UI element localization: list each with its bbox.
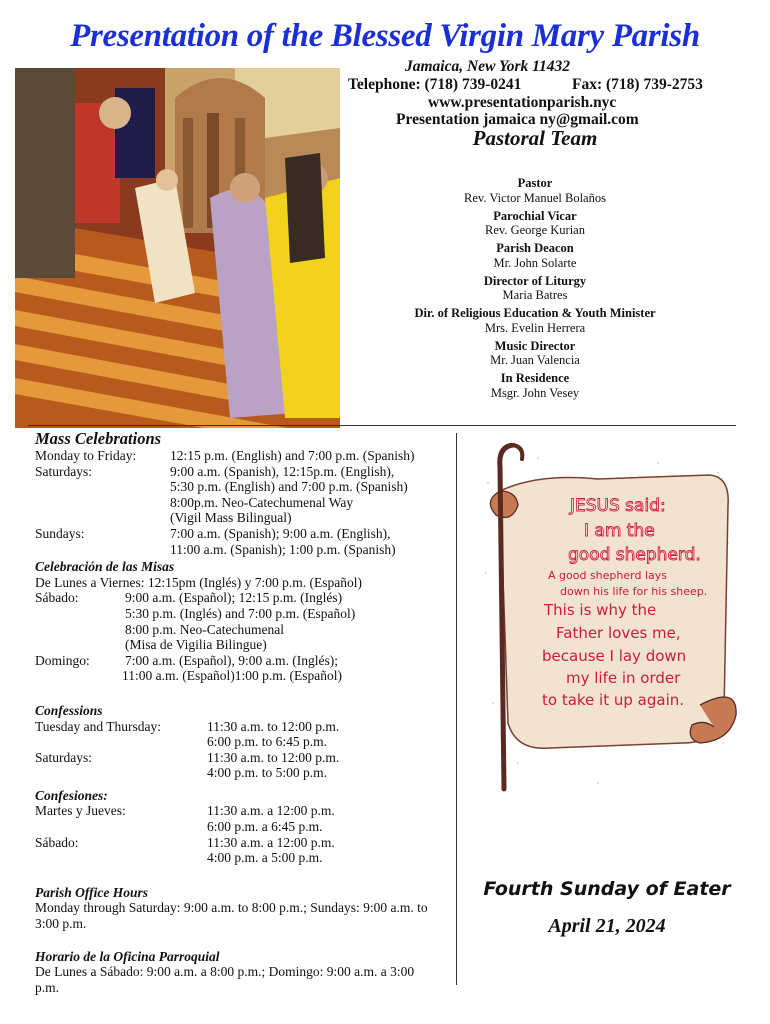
telephone: Telephone: (718) 739-0241 — [348, 76, 522, 93]
team-role: Parochial Vicar — [493, 208, 577, 223]
mass-day: Saturdays: — [35, 463, 92, 479]
team-name: Mr. Juan Valencia — [490, 353, 580, 367]
mass-time: 7:00 a.m. (Spanish); 9:00 a.m. (English), — [170, 525, 391, 541]
confession-row — [35, 719, 455, 750]
mass-time: 5:30 p.m. (English) and 7:00 p.m. (Spanish) — [170, 479, 408, 495]
team-member — [330, 371, 740, 400]
team-name: Rev. Victor Manuel Bolaños — [464, 190, 606, 205]
confession-time: 11:30 a.m. to 12:00 p.m. — [207, 718, 340, 734]
confesiones-heading: Confesiones: — [35, 787, 108, 803]
team-role: Music Director — [494, 338, 576, 353]
oficina-text: De Lunes a Sábado: 9:00 a.m. a 8:00 p.m.; Domingo: 9:00 a.m. a 3:00 p.m. — [35, 964, 415, 995]
team-member — [330, 339, 740, 368]
team-role: Parish Deacon — [496, 241, 574, 255]
confesion-day: Martes y Jueves: — [35, 803, 126, 819]
scroll-line: This is why the — [544, 601, 657, 619]
team-role: Pastor — [517, 176, 553, 190]
team-member — [330, 209, 740, 238]
team-name: Mrs. Evelin Herrera — [484, 320, 586, 335]
mass-time: 9:00 a.m. (Spanish), 12:15p.m. (English), — [170, 463, 395, 479]
confession-row — [35, 750, 455, 781]
team-name: Msgr. John Vesey — [490, 385, 580, 400]
team-member — [330, 241, 740, 270]
confession-day: Saturdays: — [35, 749, 92, 765]
schedule-column — [35, 430, 455, 995]
confesion-time: 11:30 a.m. a 12:00 p.m. — [207, 834, 335, 850]
team-role: Dir. of Religious Education & Youth Minister — [414, 306, 656, 320]
mass-time: 11:00 a.m. (Spanish); 1:00 p.m. (Spanish) — [170, 541, 396, 557]
city: Jamaica, New York 11432 — [405, 58, 571, 75]
misa-time: 8:00 p.m. Neo-Catechumenal — [125, 621, 284, 637]
pastoral-team-list — [330, 176, 740, 404]
misas-heading: Celebración de las Misas — [35, 559, 175, 575]
scroll-line: because I lay down — [542, 647, 687, 665]
section-divider — [28, 425, 736, 426]
liturgical-sunday: Fourth Sunday of Eater — [483, 878, 731, 900]
mass-row — [35, 526, 455, 557]
team-name: Rev. George Kurian — [485, 223, 585, 237]
confesion-row — [35, 835, 455, 866]
misa-day: Domingo: — [35, 652, 90, 668]
column-divider — [456, 433, 457, 985]
team-name: Maria Batres — [502, 288, 568, 302]
mass-time: (Vigil Mass Bilingual) — [170, 510, 292, 526]
misa-time: 7:00 a.m. (Español), 9:00 a.m. (Inglés); — [125, 652, 338, 668]
scroll-line: to take it up again. — [542, 691, 685, 709]
misas-weekday: De Lunes a Viernes: 12:15pm (Inglés) y 7:00 p.m. (Español) — [35, 574, 362, 590]
fax: Fax: (718) 739-2753 — [572, 76, 703, 93]
scroll-line: good shepherd. — [568, 545, 701, 565]
team-name: Mr. John Solarte — [493, 255, 577, 270]
misa-row — [35, 653, 455, 684]
misa-time: 9:00 a.m. (Español); 12:15 p.m. (Inglés) — [125, 590, 343, 606]
scroll-line: Father loves me, — [556, 624, 681, 642]
team-member — [330, 274, 740, 303]
email[interactable]: Presentation jamaica ny@gmail.com — [396, 111, 639, 128]
mass-time: 12:15 p.m. (English) and 7:00 p.m. (Spanish) — [170, 448, 415, 463]
team-role: In Residence — [500, 371, 570, 385]
scroll-line: my life in order — [566, 669, 681, 687]
mass-day: Monday to Friday: — [35, 448, 137, 463]
confesion-day: Sábado: — [35, 834, 79, 850]
scroll-line: I am the — [584, 521, 655, 541]
office-hours-text: Monday through Saturday: 9:00 a.m. to 8:00 p.m.; Sundays: 9:00 a.m. to 3:00 p.m. — [35, 900, 428, 932]
good-shepherd-scroll — [478, 443, 740, 798]
website[interactable]: www.presentationparish.nyc — [428, 94, 617, 111]
confession-time: 4:00 p.m. to 5:00 p.m. — [207, 765, 328, 781]
team-member — [330, 176, 740, 205]
parish-title: Presentation of the Blessed Virgin Mary Parish — [70, 18, 700, 54]
misa-time: 5:30 p.m. (Inglés) and 7:00 p.m. (Español) — [125, 605, 356, 621]
office-hours-heading: Parish Office Hours — [35, 884, 149, 900]
bulletin-date: April 21, 2024 — [548, 915, 666, 937]
confession-day: Tuesday and Thursday: — [35, 718, 161, 734]
mass-time: 8:00p.m. Neo-Catechumenal Way — [170, 494, 354, 510]
misa-day: Sábado: — [35, 590, 79, 606]
confession-time: 6:00 p.m. to 6:45 p.m. — [207, 734, 328, 750]
misa-time: (Misa de Vigilia Bilingue) — [125, 637, 267, 653]
team-member — [330, 306, 740, 335]
confession-time: 11:30 a.m. to 12:00 p.m. — [207, 749, 340, 765]
scroll-line: down his life for his sheep. — [560, 585, 708, 598]
misa-row — [35, 590, 455, 652]
team-role: Director of Liturgy — [483, 273, 587, 288]
pastoral-team-title: Pastoral Team — [472, 126, 598, 150]
scroll-line: JESUS said: — [570, 496, 666, 516]
confesion-time: 11:30 a.m. a 12:00 p.m. — [207, 803, 335, 819]
confessions-heading: Confessions — [35, 702, 103, 718]
mass-row — [35, 464, 455, 526]
oficina-heading: Horario de la Oficina Parroquial — [35, 948, 220, 964]
mass-row — [35, 448, 455, 464]
confesion-row — [35, 803, 455, 834]
scroll-line: A good shepherd lays — [548, 569, 667, 582]
presentation-painting — [15, 58, 340, 428]
mass-day: Sundays: — [35, 525, 85, 541]
mass-heading: Mass Celebrations — [35, 429, 162, 448]
misa-time: 11:00 a.m. (Español)1:00 p.m. (Español) — [122, 668, 342, 684]
confesion-time: 4:00 p.m. a 5:00 p.m. — [207, 850, 323, 866]
confesion-time: 6:00 p.m. a 6:45 p.m. — [207, 819, 323, 835]
